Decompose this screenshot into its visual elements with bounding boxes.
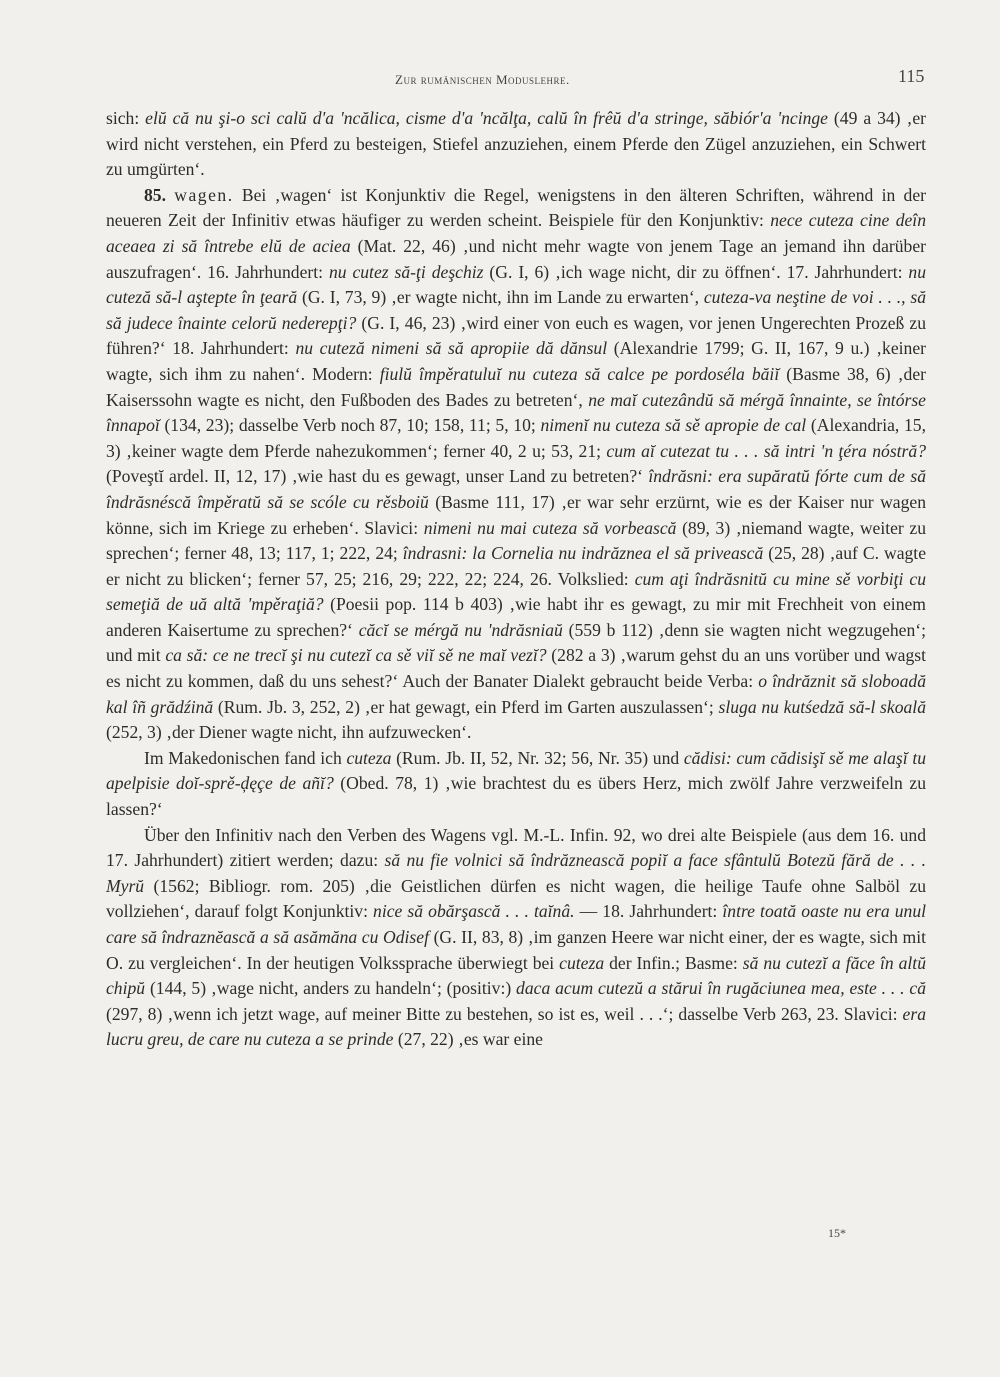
text-run: (Obed. 78, 1) ‚wie brachtest du es übers Herz, mich zwölf Jahre verzweifeln zu lassen?‘ xyxy=(106,773,926,820)
text-run: (G. I, 6) ‚ich wage nicht, dir zu öffnen‘. 17. Jahrhundert: xyxy=(483,261,909,282)
text-run: (Basme 111, 17) ‚er war sehr erzürnt, wie es der Kaiser nur wagen könne, sich im Kriege zu erheben‘. Slavici: xyxy=(106,491,926,538)
romanian-quote: să nu cutezĭ a făce în altŭ chipŭ xyxy=(106,952,926,999)
text-run: Über den Infinitiv nach den Verben des Wagens vgl. M.-L. Infin. 92, wo drei alte Beispiele (aus dem 16. und 17. Jahrhundert) zitiert werden; dazu: xyxy=(106,824,926,871)
romanian-quote: cuteza xyxy=(346,747,392,768)
body-text xyxy=(106,106,926,1053)
romanian-quote: nimenĭ nu cuteza să sě apropie de cal xyxy=(540,415,807,436)
paragraph xyxy=(106,823,926,1053)
running-head: Zur rumänischen Moduslehre. xyxy=(395,72,570,87)
text-run: (25, 28) ‚auf C. wagte er nicht zu blicken‘; ferner 57, 25; 216, 29; 222, 22; 224, 26. Volkslied: xyxy=(106,543,926,589)
romanian-quote: nice să obărşască . . . taĭnâ. xyxy=(373,901,575,922)
romanian-quote: cuteza xyxy=(559,952,605,973)
text-run: (G. II, 83, 8) ‚im ganzen Heere war nicht einer, der es wagte, sich mit O. zu vergleichen‘. In der heutigen Volkssprache überwiegt bei xyxy=(106,927,926,973)
text-run: Bei ‚wagen‘ ist Konjunktiv die Regel, wenigstens in den älteren Schriften, während in der neueren Zeit der Infinitiv etwas häufiger zu werden scheint. Beispiele für den Konjunktiv: xyxy=(106,184,926,231)
text-run: sich: xyxy=(106,108,146,128)
romanian-quote: cădisi: cum cădisişĭ sě me alaşĭ tu apelpisie doĭ-sprě-ḑęçe de añĭ? xyxy=(106,747,926,794)
romanian-quote: ca să: ce ne trecĭ şi nu cutezĭ ca sě viĭ sě ne maĭ vezĭ? xyxy=(165,645,547,666)
romanian-quote: nimeni nu mai cuteza să vorbească xyxy=(423,517,677,538)
romanian-quote: era lucru greu, de care nu cuteza a se prinde xyxy=(106,1003,926,1050)
romanian-quote: cuteza-va neştine de voi . . ., să să judece înainte celorŭ nederepţi? xyxy=(106,287,927,333)
text-run: (Alexandrie 1799; G. II, 167, 9 u.) ‚keiner wagte, sich ihm zu nahen‘. Modern: xyxy=(106,338,926,384)
text-run: der Infin.; Basme: xyxy=(604,952,743,973)
romanian-quote: îndrasni: la Cornelia nu indrăznea el să privească xyxy=(402,543,764,564)
text-run: Im Makedonischen fand ich xyxy=(144,747,347,768)
romanian-quote: daca acum cutezŭ a stărui în rugăciunea mea, este . . . că xyxy=(516,978,926,999)
paragraph xyxy=(106,746,926,823)
paragraph xyxy=(106,106,926,183)
section-number: 85. xyxy=(144,184,166,205)
romanian-quote: îndrăsni: era supăratŭ fórte cum de să îndrăsnéscă împěratŭ să se scóle cu rěsboiŭ xyxy=(106,466,926,512)
romanian-quote: nu cuteză nimeni să să apropiie dă dănsul xyxy=(295,338,608,359)
romanian-quote: între toată oaste nu era unul care să îndraznĕască a să asămăna cu Odisef xyxy=(106,901,927,947)
text-run: (Basme 38, 6) ‚der Kaiserssohn wagte es nicht, den Fußboden des Bades zu betreten‘, xyxy=(106,363,926,410)
text-run: (1562; Bibliogr. rom. 205) ‚die Geistlichen dürfen es nicht wagen, die heilige Taufe ohne Salböl zu vollziehen‘, darauf folgt Konjunktiv: xyxy=(106,875,926,922)
text-run: (Poveştĭ ardel. II, 12, 17) ‚wie hast du es gewagt, unser Land zu betreten?‘ xyxy=(106,466,649,487)
romanian-quote: să nu fie volnici să îndrăznească popiĭ a face sfântulŭ Botezŭ fără de . . . Myrŭ xyxy=(106,850,926,896)
romanian-quote: nu cutez să-ţi deşchiz xyxy=(328,261,484,282)
text-run: (27, 22) ‚es war eine xyxy=(393,1029,543,1050)
text-run: (252, 3) ‚der Diener wagte nicht, ihn aufzuwecken‘. xyxy=(106,722,472,743)
romanian-quote: cum aĭ cutezat tu . . . să intri 'n ţéra nóstră? xyxy=(606,440,926,461)
text-run: (89, 3) ‚niemand wagte, weiter zu sprechen‘; ferner 48, 13; 117, 1; 222, 24; xyxy=(106,517,926,564)
romanian-quote: ne maĭ cutezândŭ să mérgă înnainte, se întórse înnapoĭ xyxy=(106,389,926,436)
text-run: — 18. Jahrhundert: xyxy=(574,901,723,922)
text-run: (282 a 3) ‚warum gehst du an uns vorüber und wagst es nicht zu kommen, daß du uns sehest?‘ Auch der Banater Dialekt gebraucht beide Verba: xyxy=(106,645,927,692)
romanian-quote: nu cuteză să-l aştepte în ţeară xyxy=(106,261,926,308)
text-run: (559 b 112) ‚denn sie wagten nicht wegzugehen‘; und mit xyxy=(106,619,926,666)
paragraph xyxy=(106,183,926,746)
text-run: (Alexandria, 15, 3) ‚keiner wagte dem Pferde nahezukommen‘; ferner 40, 2 u; 53, 21; xyxy=(106,415,926,461)
text-run: (Mat. 22, 46) ‚und nicht mehr wagte von jenem Tage an jemand ihn darüber auszufragen‘. 16. Jahrhundert: xyxy=(106,235,926,282)
text-run: (134, 23); dasselbe Verb noch 87, 10; 158, 11; 5, 10; xyxy=(159,415,541,436)
text-run: (G. I, 46, 23) ‚wird einer von euch es wagen, vor jenen Ungerechten Prozeß zu führen?‘ 18. Jahrhundert: xyxy=(106,312,926,359)
text-run: (G. I, 73, 9) ‚er wagte nicht, ihn im Lande zu erwarten‘, xyxy=(297,287,704,308)
romanian-quote: nece cuteza cine deîn aceaea zi să întrebe elŭ de aciea xyxy=(106,210,926,256)
romanian-quote: căcĭ se mérgă nu 'ndrăsniaŭ xyxy=(358,619,563,640)
text-run: (Rum. Jb. II, 52, Nr. 32; 56, Nr. 35) und xyxy=(391,747,684,768)
text-run: (297, 8) ‚wenn ich jetzt wage, auf meiner Bitte zu bestehen, so ist es, weil . . .‘; dasselbe Verb 263, 23. Slavici: xyxy=(106,1003,903,1024)
romanian-quote: cum aţi îndrăsnitŭ cu mine sě vorbiţi cu semeţiă de uă altă 'mpěraţiă? xyxy=(106,568,926,615)
romanian-quote: elŭ că nu şi-o sci calŭ d'a 'ncălica, cisme d'a 'ncălţa, calŭ în frêŭ d'a stringe, săbiór'a 'ncinge xyxy=(145,108,828,128)
romanian-quote: sluga nu kutśedză să-l skoală xyxy=(718,696,926,717)
page-number: 115 xyxy=(898,66,925,86)
text-run: (Poesii pop. 114 b 403) ‚wie habt ihr es gewagt, zu mir mit Frechheit von einem anderen Kaisertume zu sprechen?‘ xyxy=(106,594,926,640)
text-run: (144, 5) ‚wage nicht, anders zu handeln‘; (positiv:) xyxy=(145,978,517,999)
text-run: (49 a 34) ‚er wird nicht verstehen, ein Pferd zu besteigen, Stiefel anzuziehen, einem Pferde den Zügel anzuziehen, ein Schwert zu umgürten‘. xyxy=(106,108,926,180)
romanian-quote: fiulŭ împěratuluĭ nu cuteza să calce pe pordoséla băiĭ xyxy=(379,363,780,384)
signature-mark: 15* xyxy=(828,1226,846,1240)
text-run: (Rum. Jb. 3, 252, 2) ‚er hat gewagt, ein Pferd im Garten auszulassen‘; xyxy=(213,696,719,717)
romanian-quote: o îndrăznit să sloboadă kal îñ grădźină xyxy=(106,671,926,717)
section-keyword: wagen. xyxy=(174,184,234,205)
